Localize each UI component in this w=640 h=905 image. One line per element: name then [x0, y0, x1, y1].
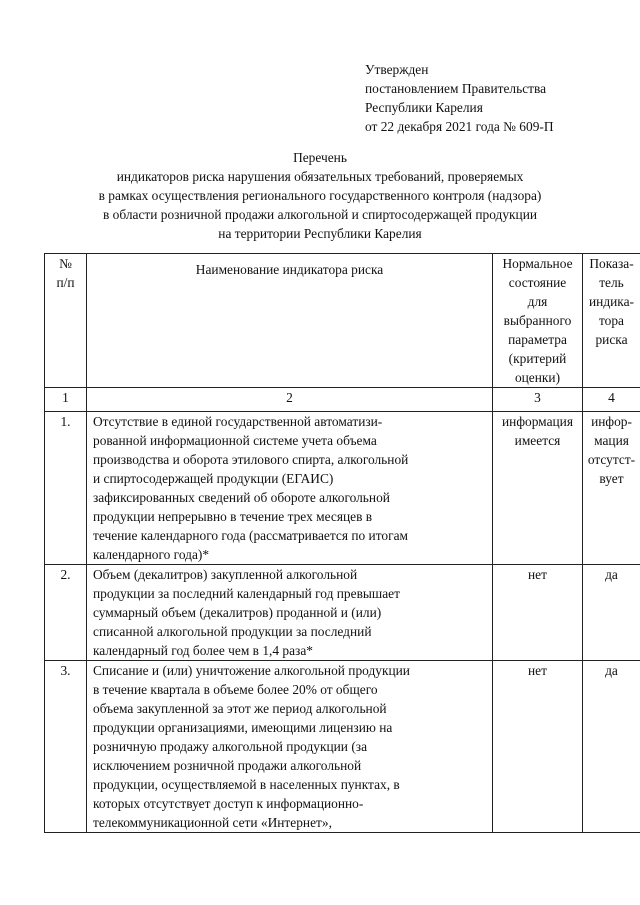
heading-line: Перечень: [293, 150, 347, 165]
header-risk-indicator: Показа- тель индика- тора риска: [583, 254, 640, 388]
row-index: 1.: [45, 412, 87, 565]
row-index: 3.: [45, 661, 87, 833]
column-number: 3: [493, 388, 583, 412]
risk-indicators-table: [44, 253, 640, 833]
row-risk-indicator: инфор- мация отсутст- вует: [583, 412, 640, 565]
header-normal-state: Нормальное состояние для выбранного параметра (критерий оценки): [493, 254, 583, 388]
row-indicator-name: Объем (декалитров) закупленной алкогольной продукции за последний календарный год превышает суммарный объем (декалитров) проданной и (или) списанной алкогольной продукции за последний календарный год более чем в 1,4 раза*: [87, 565, 493, 661]
heading-line: индикаторов риска нарушения обязательных требований, проверяемых: [116, 169, 524, 184]
row-index: 2.: [45, 565, 87, 661]
column-number-row: [45, 388, 640, 412]
approval-block: [365, 60, 625, 136]
row-risk-indicator: да: [583, 565, 640, 661]
approval-line: Утвержден: [365, 62, 429, 77]
table-row: [45, 412, 640, 565]
approval-line: Республики Карелия: [365, 100, 483, 115]
row-normal-state: информация имеется: [493, 412, 583, 565]
row-normal-state: нет: [493, 661, 583, 833]
column-number: 2: [87, 388, 493, 412]
table-row: [45, 661, 640, 833]
heading-line: на территории Республики Карелия: [218, 226, 422, 241]
row-risk-indicator: да: [583, 661, 640, 833]
row-normal-state: нет: [493, 565, 583, 661]
document-heading: [40, 148, 600, 243]
approval-line: от 22 декабря 2021 года № 609-П: [365, 119, 554, 134]
column-number: 1: [45, 388, 87, 412]
column-number: 4: [583, 388, 640, 412]
header-number: № п/п: [45, 254, 87, 388]
row-indicator-name: Списание и (или) уничтожение алкогольной продукции в течение квартала в объеме более 20% от общего объема закупленной за этот же период алкогольной продукции организациями, имеющими лицензию на розничную продажу алкогольной продукции (за исключением розничной продажи алкогольной продукции, осуществляемой в населенных пунктах, в которых отсутствует доступ к информационно- телекоммуникационной сети «Интернет»,: [87, 661, 493, 833]
row-indicator-name: Отсутствие в единой государственной автоматизи- рованной информационной системе учета объема производства и оборота этилового спирта, алкогольной и спиртосодержащей продукции (ЕГАИС) зафиксированных сведений об обороте алкогольной продукции непрерывно в течение трех месяцев в течение календарного года (рассматривается по итогам календарного года)*: [87, 412, 493, 565]
heading-line: в области розничной продажи алкогольной и спиртосодержащей продукции: [102, 207, 538, 222]
header-indicator-name: Наименование индикатора риска: [87, 254, 493, 388]
heading-line: в рамках осуществления регионального государственного контроля (надзора): [98, 188, 542, 203]
table-header-row: [45, 254, 640, 388]
table-row: [45, 565, 640, 661]
approval-line: постановлением Правительства: [365, 81, 547, 96]
